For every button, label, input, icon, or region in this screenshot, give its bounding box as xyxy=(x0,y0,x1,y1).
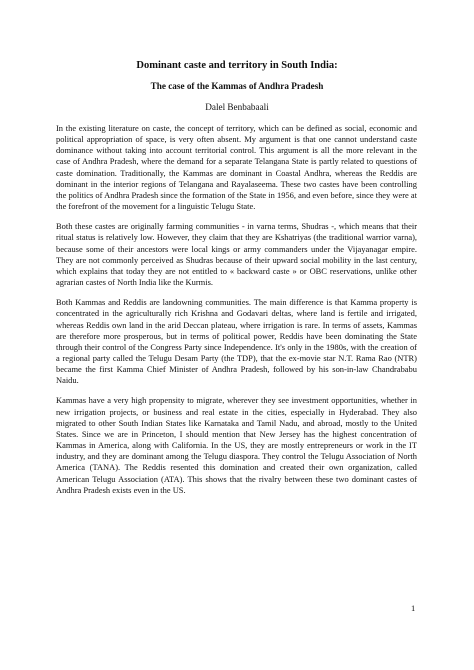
page-number: 1 xyxy=(411,603,416,613)
document-subtitle: The case of the Kammas of Andhra Pradesh xyxy=(150,81,324,91)
paragraph-2: Both these castes are originally farming communities - in varna terms, Shudras -, which means that their ritual status is relatively low. However, they claim that they are Kshatriyas (the traditional warrior varna), because some of their ancestors were local kings or army commanders under the Vijayanagar empire. They are not commonly perceived as Shudras because of their upward social mobility in the last century, which explains that today they are not entitled to « backward caste » or OBC reservations, unlike other agrarian castes of North India like the Kurmis. xyxy=(56,221,417,288)
paragraph-1: In the existing literature on caste, the concept of territory, which can be defined as social, economic and political appropriation of space, is very often absent. My argument is that one cannot understand caste dominance without taking into account territorial control. This argument is all the more relevant in the case of Andhra Pradesh, where the demand for a separate Telangana State is partly related to questions of caste domination. Traditionally, the Kammas are dominant in Coastal Andhra, whereas the Reddis are dominant in the interior regions of Telangana and Rayalaseema. These two castes have been controlling the politics of Andhra Pradesh since the formation of the State in 1956, and even before, since they were at the forefront of the movement for a linguistic Telugu State. xyxy=(56,123,417,212)
document-title: Dominant caste and territory in South India: xyxy=(136,60,338,71)
paragraph-3: Both Kammas and Reddis are landowning communities. The main difference is that Kamma property is concentrated in the agriculturally rich Krishna and Godavari deltas, where land is fertile and irrigated, whereas Reddis own land in the arid Deccan plateau, where irrigation is rare. In terms of assets, Kammas are therefore more prosperous, but in terms of political power, Reddis have been dominating the State through their control of the Congress Party since Independence. It's only in the 1980s, with the creation of a regional party called the Telugu Desam Party (the TDP), that the ex-movie star N.T. Rama Rao (NTR) became the first Kamma Chief Minister of Andhra Pradesh, followed by his son-in-law Chandrababu Naidu. xyxy=(56,297,417,386)
body-text xyxy=(56,123,417,505)
author-name: Dalel Benbabaali xyxy=(205,102,269,112)
paragraph-4: Kammas have a very high propensity to migrate, wherever they see investment opportunities, whether in new irrigation projects, or business and real estate in the cities, especially in Hyderabad. They also migrated to other South Indian States like Karnataka and Tamil Nadu, and abroad, mostly to the United States. Since we are in Princeton, I should mention that New Jersey has the highest concentration of Kammas in America, along with California. In the US, they are mostly entrepreneurs or work in the IT industry, and they are dominant among the Telugu diaspora. They control the Telugu Association of North America (TANA). The Reddis resented this domination and created their own organization, called American Telugu Association (ATA). This shows that the rivalry between these two dominant castes of Andhra Pradesh exists even in the US. xyxy=(56,395,417,495)
